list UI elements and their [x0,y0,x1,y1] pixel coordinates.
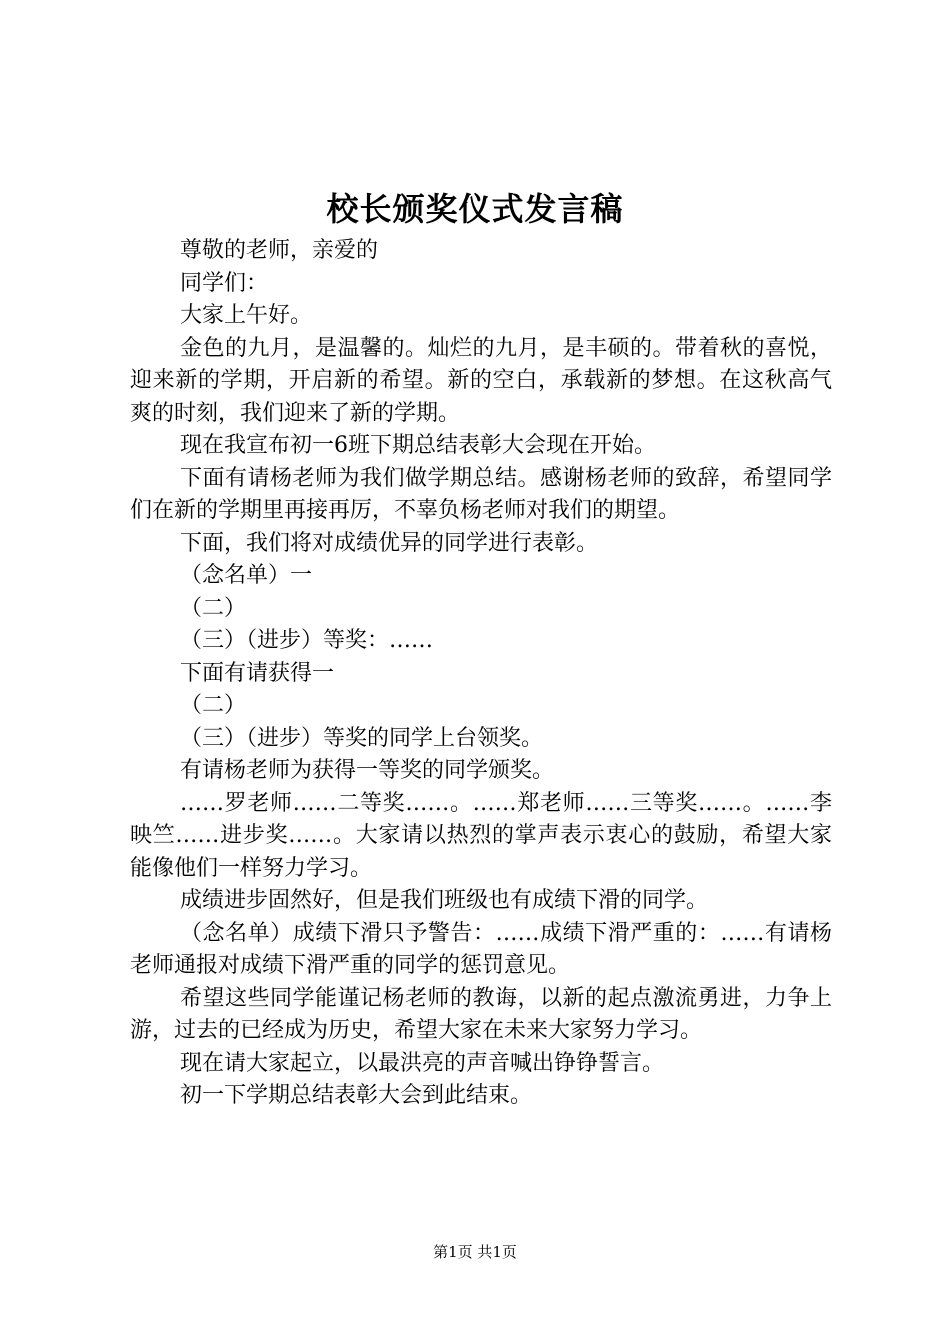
paragraph: 现在我宣布初一6班下期总结表彰大会现在开始。 [180,433,656,458]
paragraph: 尊敬的老师，亲爱的 [180,238,379,263]
paragraph: 现在请大家起立，以最洪亮的声音喊出铮铮誓言。 [180,1050,665,1076]
document-title: 校长颁奖仪式发言稿 [326,190,624,228]
paragraph: 下面有请获得一 [180,660,335,686]
paragraph: （念名单）一 [180,563,313,588]
paragraph: （二） [180,693,247,718]
paragraph: 希望这些同学能谨记杨老师的教诲，以新的起点激流勇进，力争上游，过去的已经成为历史，希望大家在未来大家努力学习。 [130,985,832,1043]
paragraph: 大家上午好。 [180,303,313,328]
paragraph: （二） [180,595,247,621]
paragraph: 成绩进步固然好，但是我们班级也有成绩下滑的同学。 [180,888,709,913]
paragraph: （三）（进步）等奖的同学上台领奖。 [180,725,544,751]
paragraph: 金色的九月，是温馨的。灿烂的九月，是丰硕的。带着秋的喜悦，迎来新的学期，开启新的希望。新的空白，承载新的梦想。在这秋高气爽的时刻，我们迎来了新的学期。 [130,335,832,426]
paragraph: 下面有请杨老师为我们做学期总结。感谢杨老师的致辞，希望同学们在新的学期里再接再厉，不辜负杨老师对我们的期望。 [130,465,832,523]
paragraph: ……罗老师……二等奖……。……郑老师……三等奖……。……李映竺……进步奖……。大家请以热烈的掌声表示衷心的鼓励，希望大家能像他们一样努力学习。 [130,790,832,881]
paragraph: （念名单）成绩下滑只予警告：……成绩下滑严重的：……有请杨老师通报对成绩下滑严重的同学的惩罚意见。 [130,920,832,978]
paragraph: 初一下学期总结表彰大会到此结束。 [180,1083,533,1108]
page-footer: 第1页 共1页 [433,1243,517,1261]
paragraph: 同学们： [180,270,269,296]
paragraph: 下面，我们将对成绩优异的同学进行表彰。 [180,530,599,556]
paragraph: 有请杨老师为获得一等奖的同学颁奖。 [180,758,555,783]
document-body [130,235,832,1113]
paragraph: （三）（进步）等奖：…… [180,628,434,653]
